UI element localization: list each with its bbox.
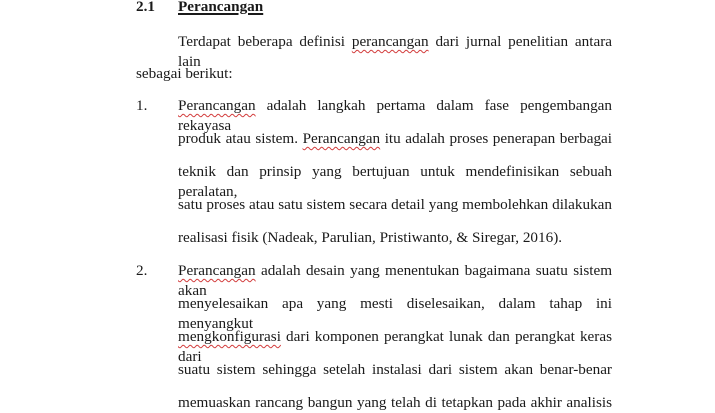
intro-spell-word: perancangan: [351, 33, 429, 50]
item-2-line-5: memuaskan rancang bangun yang telah di tetapkan pada akhir analisis: [178, 394, 612, 411]
list-item-number: 1.: [136, 97, 148, 114]
item-1-line-2-text-a: produk atau sistem.: [178, 130, 299, 147]
list-item-number: 2.: [136, 262, 148, 279]
item-1-line-3: teknik dan prinsip yang bertujuan untuk mendefinisikan sebuah peralatan,: [178, 163, 612, 200]
intro-text-a: Terdapat beberapa definisi: [178, 33, 345, 50]
item-2-line-3-spell-word: mengkonfigurasi: [178, 328, 281, 345]
item-1-line-2-text-b: itu adalah proses penerapan berbagai: [384, 130, 613, 147]
item-2-line-4: suatu sistem sehingga setelah instalasi dari sistem akan benar-benar: [178, 361, 612, 378]
intro-text-b: dari jurnal penelitian antara lain: [178, 33, 613, 70]
section-number: 2.1: [136, 0, 155, 15]
item-1-line-2: [178, 129, 612, 149]
section-title: Perancangan: [178, 0, 264, 15]
item-1-line-4: satu proses atau satu sistem secara detail yang membolehkan dilakukan: [178, 196, 612, 213]
intro-line-1: [178, 32, 612, 72]
item-1-line-1-text: adalah langkah pertama dalam fase pengembangan rekayasa: [178, 97, 613, 134]
item-1-line-5: realisasi fisik (Nadeak, Parulian, Pristiwanto, & Siregar, 2016).: [178, 229, 563, 246]
item-1-line-2-spell-word: Perancangan: [302, 130, 381, 147]
item-2-line-2: menyelesaikan apa yang mesti diselesaikan, dalam tahap ini menyangkut: [178, 295, 612, 332]
item-1-spell-word: Perancangan: [178, 97, 256, 114]
intro-line-2: sebagai berikut:: [136, 65, 233, 82]
item-2-spell-word: Perancangan: [178, 262, 256, 279]
item-2-line-3-text: dari komponen perangkat lunak dan perangkat keras dari: [178, 328, 612, 365]
item-2-line-1-text: adalah desain yang menentukan bagaimana suatu sistem akan: [178, 262, 613, 299]
